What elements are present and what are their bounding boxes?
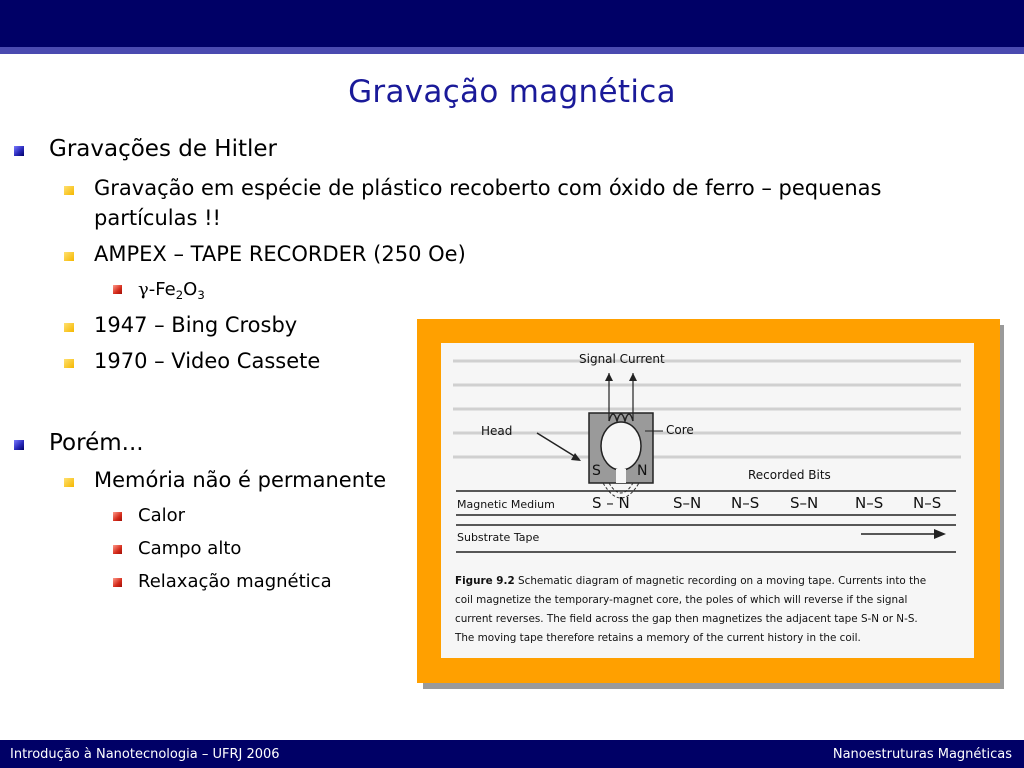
- bit-label: S – N: [592, 494, 630, 512]
- bullet-gravacao-plastico-cont: partículas !!: [94, 206, 221, 230]
- bit-label: N–S: [731, 494, 760, 512]
- bullet-ampex: AMPEX – TAPE RECORDER (250 Oe): [94, 242, 466, 266]
- bullet-1947: 1947 – Bing Crosby: [94, 313, 298, 337]
- head-core-icon: [589, 373, 653, 498]
- bullet-icon: [64, 252, 74, 261]
- signal-current-label: Signal Current: [579, 352, 665, 366]
- core-label: Core: [666, 423, 694, 437]
- footer-topic: Nanoestruturas Magnéticas: [832, 747, 1012, 762]
- footer-course: Introdução à Nanotecnologia – UFRJ 2006: [10, 747, 280, 762]
- bullet-porem: Porém...: [49, 430, 144, 456]
- bullet-1970: 1970 – Video Cassete: [94, 349, 321, 373]
- bullet-icon: [64, 323, 74, 332]
- bullet-calor: Calor: [138, 505, 186, 526]
- bit-label: N–S: [855, 494, 884, 512]
- bullet-gamma-fe2o3: $\gamma-Fe_2O_3$: [138, 279, 205, 302]
- figure-caption: Figure 9.2 Schematic diagram of magnetic recording on a moving tape. Currents into the coil magnetize the temporary-magnet core, the poles of which will reverse if the signal current reverses. The field across the gap then magnetizes the adjacent tape S-N or N-S. The moving tape therefore retains a memory of the current history in the coil.: [455, 575, 927, 644]
- bullet-gravacao-plastico: Gravação em espécie de plástico recoberto com óxido de ferro – pequenas: [94, 176, 882, 200]
- substrate-tape-label: Substrate Tape: [457, 531, 540, 544]
- pole-s-label: S: [592, 463, 601, 479]
- figure-9-2: [441, 343, 974, 658]
- bullet-icon: [113, 512, 122, 521]
- bullet-icon: [113, 285, 122, 294]
- bullet-relaxacao: Relaxação magnética: [138, 571, 332, 592]
- bullet-icon: [64, 359, 74, 368]
- bullet-icon: [14, 440, 24, 450]
- bullet-icon: [113, 578, 122, 587]
- bit-label: S–N: [790, 494, 819, 512]
- bit-label: S–N: [673, 494, 702, 512]
- bullet-icon: [14, 146, 24, 156]
- slide-title: Gravação magnética: [348, 74, 676, 110]
- magnetic-medium-label: Magnetic Medium: [457, 498, 555, 511]
- recorded-bits-label: Recorded Bits: [748, 468, 831, 482]
- bullet-gravacoes-hitler: Gravações de Hitler: [49, 136, 278, 162]
- bullet-campo-alto: Campo alto: [138, 538, 242, 559]
- bullet-icon: [113, 545, 122, 554]
- pole-n-label: N: [637, 463, 648, 479]
- head-label: Head: [481, 424, 513, 438]
- bullet-icon: [64, 186, 74, 195]
- bullet-icon: [64, 478, 74, 487]
- header-stripe: [0, 47, 1024, 54]
- header-bar: [0, 0, 1024, 47]
- bullet-memoria: Memória não é permanente: [94, 468, 387, 492]
- bit-label: N–S: [913, 494, 942, 512]
